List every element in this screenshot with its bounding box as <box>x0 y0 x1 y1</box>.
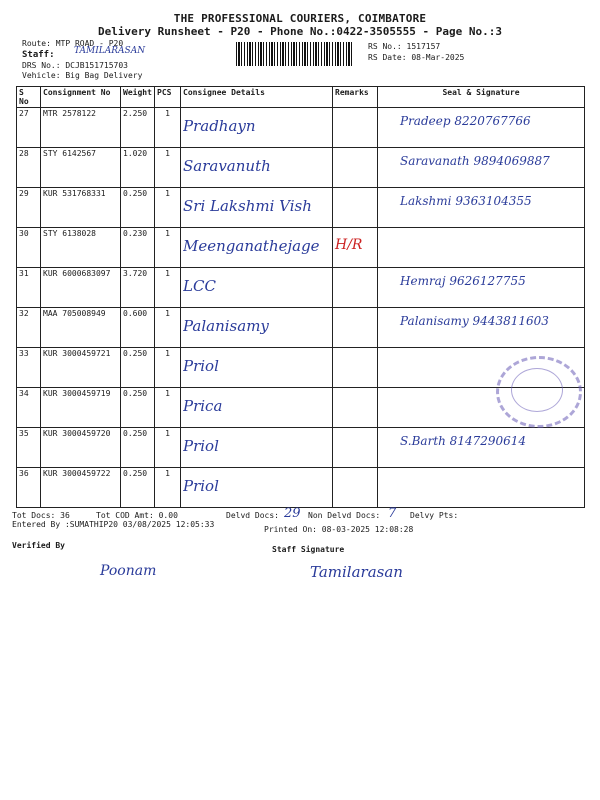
cell-weight <box>121 148 155 188</box>
cell-weight-text: 3.720 <box>123 269 148 278</box>
cell-weight <box>121 268 155 308</box>
cell-consignment-no-text: KUR 3000459722 <box>43 469 111 478</box>
cell-consignee <box>181 228 333 268</box>
cell-consignment-no <box>41 108 121 148</box>
cell-consignee-text: Pradhayn <box>183 117 256 135</box>
cell-sno <box>17 268 41 308</box>
cell-consignee <box>181 348 333 388</box>
cell-sno-text: 28 <box>19 149 29 158</box>
cell-signature-text: Saravanath 9894069887 <box>400 154 550 168</box>
cell-pcs <box>155 268 181 308</box>
cell-remarks <box>333 108 378 148</box>
cell-weight <box>121 108 155 148</box>
cell-pcs <box>155 188 181 228</box>
cell-remarks <box>333 388 378 428</box>
cell-consignment-no <box>41 428 121 468</box>
cell-consignee <box>181 108 333 148</box>
cell-signature <box>378 308 585 348</box>
cell-consignment-no-text: KUR 3000459719 <box>43 389 111 398</box>
cell-pcs-text: 1 <box>165 109 170 118</box>
tot-cod: Tot COD Amt: 0.00 <box>96 511 178 520</box>
cell-consignment-no-text: KUR 3000459720 <box>43 429 111 438</box>
cell-weight <box>121 308 155 348</box>
cell-signature-text: Lakshmi 9363104355 <box>400 194 532 208</box>
cell-sno <box>17 348 41 388</box>
cell-pcs-text: 1 <box>165 149 170 158</box>
cell-weight-text: 0.250 <box>123 189 148 198</box>
verified-by-label: Verified By <box>12 541 65 550</box>
staff-handwritten: TAMILARASAN <box>74 46 146 56</box>
table-row <box>17 228 585 268</box>
cell-remarks <box>333 188 378 228</box>
cell-consignment-no-text: KUR 3000459721 <box>43 349 111 358</box>
cell-weight-text: 0.250 <box>123 429 148 438</box>
cell-pcs-text: 1 <box>165 389 170 398</box>
cell-weight-text: 0.250 <box>123 349 148 358</box>
cell-signature <box>378 428 585 468</box>
cell-sno-text: 33 <box>19 349 29 358</box>
cell-remarks-text: H/R <box>335 237 363 253</box>
cell-sno <box>17 308 41 348</box>
cell-signature <box>378 468 585 508</box>
col-sno: S No <box>17 87 41 108</box>
cell-pcs-text: 1 <box>165 429 170 438</box>
table-row <box>17 308 585 348</box>
cell-pcs <box>155 388 181 428</box>
cell-weight-text: 0.600 <box>123 309 148 318</box>
rs-number: RS No.: 1517157 <box>368 42 441 51</box>
non-delvd-label: Non Delvd Docs: <box>308 511 381 520</box>
cell-consignee <box>181 468 333 508</box>
delvd-docs-label: Delvd Docs: <box>226 511 279 520</box>
cell-consignee-text: Priol <box>183 437 219 455</box>
cell-consignee <box>181 148 333 188</box>
staff-signature: Tamilarasan <box>310 563 403 581</box>
col-weight: Weight <box>121 87 155 108</box>
cell-consignment-no <box>41 308 121 348</box>
cell-weight-text: 0.230 <box>123 229 148 238</box>
cell-sno-text: 32 <box>19 309 29 318</box>
table-row <box>17 428 585 468</box>
cell-sno <box>17 188 41 228</box>
cell-consignment-no-text: MAA 705008949 <box>43 309 106 318</box>
cell-sno <box>17 108 41 148</box>
cell-signature-text: Hemraj 9626127755 <box>400 274 526 288</box>
table-row <box>17 188 585 228</box>
rs-date: RS Date: 08-Mar-2025 <box>368 53 465 62</box>
runsheet-subtitle: Delivery Runsheet - P20 - Phone No.:0422-3505555 - Page No.:3 <box>98 25 502 38</box>
cell-weight <box>121 428 155 468</box>
cell-pcs <box>155 228 181 268</box>
cell-remarks <box>333 348 378 388</box>
cell-consignee-text: LCC <box>183 277 216 295</box>
route-label: Route: MTP ROAD - P20 <box>22 39 124 48</box>
cell-sno-text: 31 <box>19 269 29 278</box>
cell-remarks <box>333 148 378 188</box>
cell-sno <box>17 468 41 508</box>
cell-weight <box>121 348 155 388</box>
cell-sno <box>17 148 41 188</box>
cell-consignment-no-text: MTR 2578122 <box>43 109 96 118</box>
table-row <box>17 268 585 308</box>
cell-weight-text: 1.020 <box>123 149 148 158</box>
cell-sno <box>17 388 41 428</box>
cell-remarks <box>333 468 378 508</box>
col-consignee: Consignee Details <box>181 87 333 108</box>
cell-remarks <box>333 268 378 308</box>
cell-weight <box>121 388 155 428</box>
cell-consignee <box>181 388 333 428</box>
cell-sno-text: 35 <box>19 429 29 438</box>
cell-sno-text: 29 <box>19 189 29 198</box>
cell-signature <box>378 148 585 188</box>
cell-sno-text: 34 <box>19 389 29 398</box>
cell-sno <box>17 428 41 468</box>
cell-consignee <box>181 188 333 228</box>
verified-signature: Poonam <box>100 563 157 579</box>
cell-weight-text: 0.250 <box>123 469 148 478</box>
staff-signature-label: Staff Signature <box>272 545 345 554</box>
cell-consignment-no-text: KUR 531768331 <box>43 189 106 198</box>
cell-weight-text: 2.250 <box>123 109 148 118</box>
runsheet-table <box>16 86 585 508</box>
cell-pcs-text: 1 <box>165 189 170 198</box>
cell-remarks <box>333 428 378 468</box>
cell-weight-text: 0.250 <box>123 389 148 398</box>
staff-label: Staff: <box>22 50 55 60</box>
cell-sno-text: 30 <box>19 229 29 238</box>
cell-consignee-text: Priol <box>183 477 219 495</box>
cell-pcs-text: 1 <box>165 269 170 278</box>
table-row <box>17 108 585 148</box>
cell-pcs <box>155 308 181 348</box>
company-title: THE PROFESSIONAL COURIERS, COIMBATORE <box>173 12 427 25</box>
drs-number: DRS No.: DCJB151715703 <box>22 61 128 70</box>
cell-consignment-no-text: STY 6142567 <box>43 149 96 158</box>
cell-sno-text: 36 <box>19 469 29 478</box>
cell-signature-text: S.Barth 8147290614 <box>400 434 527 448</box>
cell-pcs <box>155 428 181 468</box>
col-consignment: Consignment No <box>41 87 121 108</box>
cell-consignment-no <box>41 468 121 508</box>
seal-stamp-inner <box>511 368 563 412</box>
barcode <box>236 42 353 66</box>
cell-consignee-text: Saravanuth <box>183 157 271 175</box>
cell-pcs <box>155 108 181 148</box>
cell-consignment-no <box>41 188 121 228</box>
delvy-pts: Delvy Pts: <box>410 511 459 520</box>
tot-docs: Tot Docs: 36 <box>12 511 70 520</box>
col-signature: Seal & Signature <box>378 87 585 108</box>
cell-sno <box>17 228 41 268</box>
cell-consignment-no <box>41 388 121 428</box>
vehicle-label: Vehicle: Big Bag Delivery <box>22 71 143 80</box>
cell-consignee-text: Priol <box>183 357 219 375</box>
cell-consignee <box>181 428 333 468</box>
cell-consignment-no <box>41 228 121 268</box>
cell-signature-text: Palanisamy 9443811603 <box>400 314 549 328</box>
cell-signature <box>378 108 585 148</box>
entered-by: Entered By :SUMATHIP20 03/08/2025 12:05:33 <box>12 520 215 529</box>
cell-consignee <box>181 268 333 308</box>
cell-consignment-no <box>41 268 121 308</box>
cell-remarks <box>333 308 378 348</box>
cell-pcs <box>155 348 181 388</box>
cell-weight <box>121 188 155 228</box>
cell-signature <box>378 188 585 228</box>
cell-pcs <box>155 148 181 188</box>
cell-signature-text: Pradeep 8220767766 <box>400 114 531 128</box>
table-row <box>17 148 585 188</box>
cell-pcs-text: 1 <box>165 469 170 478</box>
cell-remarks <box>333 228 378 268</box>
cell-consignee-text: Prica <box>183 397 223 415</box>
table-row <box>17 468 585 508</box>
cell-weight <box>121 228 155 268</box>
cell-pcs-text: 1 <box>165 349 170 358</box>
cell-pcs-text: 1 <box>165 229 170 238</box>
delvd-docs-hand: 29 <box>284 506 301 521</box>
cell-signature <box>378 268 585 308</box>
cell-consignment-no-text: STY 6138028 <box>43 229 96 238</box>
cell-pcs-text: 1 <box>165 309 170 318</box>
cell-consignment-no <box>41 348 121 388</box>
cell-consignee <box>181 308 333 348</box>
cell-consignee-text: Palanisamy <box>183 317 269 335</box>
table-header-row <box>17 87 585 108</box>
cell-pcs <box>155 468 181 508</box>
col-remarks: Remarks <box>333 87 378 108</box>
printed-on: Printed On: 08-03-2025 12:08:28 <box>264 525 414 534</box>
cell-sno-text: 27 <box>19 109 29 118</box>
col-pcs: PCS <box>155 87 181 108</box>
cell-consignment-no <box>41 148 121 188</box>
cell-weight <box>121 468 155 508</box>
cell-signature <box>378 228 585 268</box>
cell-consignee-text: Meenganathejage <box>183 237 320 255</box>
non-delvd-hand: 7 <box>388 506 397 521</box>
cell-consignee-text: Sri Lakshmi Vish <box>183 197 312 215</box>
cell-consignment-no-text: KUR 6000683097 <box>43 269 111 278</box>
